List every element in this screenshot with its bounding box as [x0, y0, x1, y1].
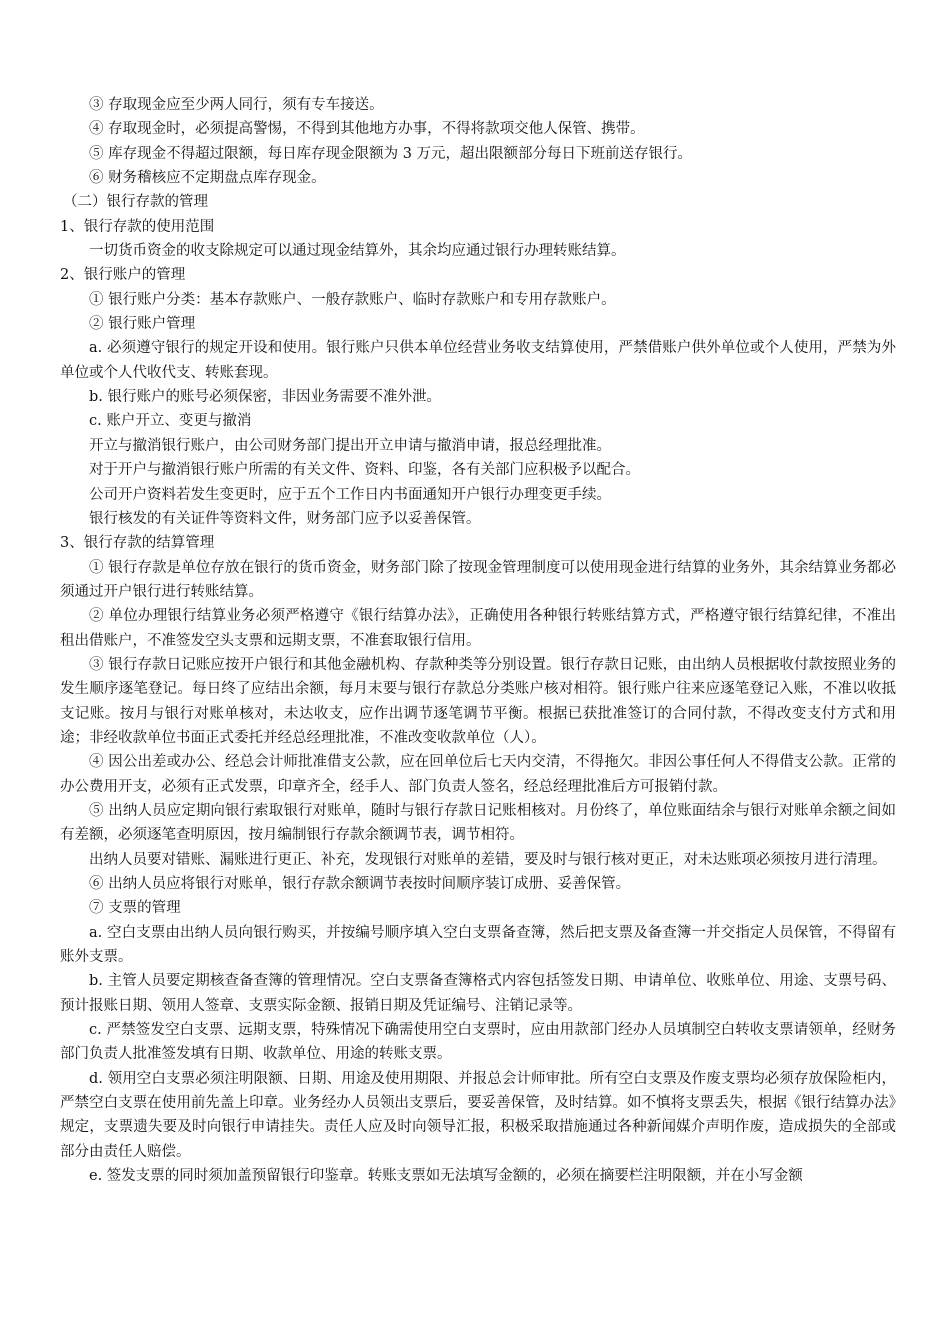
section-heading: 3、银行存款的结算管理 — [60, 535, 215, 552]
paragraph: ⑦ 支票的管理 — [89, 900, 181, 917]
paragraph: a. 空白支票由出纳人员向银行购买，并按编号顺序填入空白支票备查簿，然后把支票及备查簿一并交指定人员保管，不得留有账外支票。 — [60, 924, 896, 966]
section-heading: 2、银行账户的管理 — [60, 267, 186, 284]
paragraph: b. 主管人员要定期核查备查簿的管理情况。空白支票备查簿格式内容包括签发日期、申请单位、收账单位、用途、支票号码、预计报账日期、领用人签章、支票实际金额、报销日期及凭证编号、注销记录等。 — [60, 973, 896, 1014]
paragraph: ④ 存取现金时，必须提高警惕，不得到其他地方办事，不得将款项交他人保管、携带。 — [89, 121, 645, 138]
paragraph: ⑤ 出纳人员应定期向银行索取银行对账单，随时与银行存款日记账相核对。月份终了，单位账面结余与银行对账单余额之间如有差额，必须逐笔查明原因，按月编制银行存款余额调节表，调节相符。 — [60, 802, 896, 844]
paragraph: e. 签发支票的同时须加盖预留银行印鉴章。转账支票如无法填写金额的，必须在摘要栏注明限额，并在小写金额 — [89, 1168, 803, 1185]
paragraph: ③ 存取现金应至少两人同行，须有专车接送。 — [89, 97, 384, 113]
section-heading: 1、银行存款的使用范围 — [60, 218, 215, 235]
paragraph: a. 必须遵守银行的规定开设和使用。银行账户只供本单位经营业务收支结算使用，严禁借账户供外单位或个人使用，严禁为外单位或个人代收代支、转账套现。 — [60, 340, 896, 381]
paragraph: ④ 因公出差或办公、经总会计师批准借支公款，应在回单位后七天内交清，不得拖欠。非因公事任何人不得借支公款。正常的办公费用开支，必须有正式发票，印章齐全，经手人、部门负责人签名，经总经理批准后方可报销付款。 — [60, 754, 896, 795]
paragraph: 对于开户与撤消银行账户所需的有关文件、资料、印鉴，各有关部门应积极予以配合。 — [89, 462, 640, 479]
section-heading: （二）银行存款的管理 — [63, 194, 208, 211]
paragraph: 银行核发的有关证件等资料文件，财务部门应予以妥善保管。 — [89, 510, 481, 527]
paragraph: 出纳人员要对错账、漏账进行更正、补充，发现银行对账单的差错，要及时与银行核对更正，对未达账项必须按月进行清理。 — [89, 851, 887, 868]
paragraph: c. 严禁签发空白支票、远期支票，特殊情况下确需使用空白支票时，应由用款部门经办人员填制空白转收支票请领单，经财务部门负责人批准签发填有日期、收款单位、用途的转账支票。 — [60, 1022, 896, 1063]
paragraph: 公司开户资料若发生变更时，应于五个工作日内书面通知开户银行办理变更手续。 — [89, 486, 611, 503]
paragraph: ⑥ 出纳人员应将银行对账单，银行存款余额调节表按时间顺序装订成册、妥善保管。 — [89, 876, 631, 892]
paragraph: ② 单位办理银行结算业务必须严格遵守《银行结算办法》，正确使用各种银行转账结算方式，严格遵守银行结算纪律，不准出租出借账户，不准签发空头支票和远期支票，不准套取银行信用。 — [60, 608, 896, 649]
paragraph: ⑤ 库存现金不得超过限额，每日库存现金限额为 3 万元，超出限额部分每日下班前送存银行。 — [89, 145, 693, 162]
paragraph: 开立与撤消银行账户，由公司财务部门提出开立申请与撤消申请，报总经理批准。 — [89, 437, 611, 454]
paragraph: d. 领用空白支票必须注明限额、日期、用途及使用期限、并报总会计师审批。所有空白支票及作废支票均必须存放保险柜内，严禁空白支票在使用前先盖上印章。业务经办人员领出支票后，要妥善保管，及时结算。如不慎将支票丢失，根据《银行结算办法》规定，支票遗失要及时向银行申请挂失。责任人应及时向领导汇报，积极采取措施通过各种新闻媒介声明作废，造成损失的全部或部分由责任人赔偿。 — [60, 1070, 896, 1160]
paragraph: c. 账户开立、变更与撤消 — [89, 413, 252, 430]
paragraph: ① 银行账户分类：基本存款账户、一般存款账户、临时存款账户和专用存款账户。 — [89, 291, 616, 308]
document-body — [60, 93, 896, 1188]
paragraph: ⑥ 财务稽核应不定期盘点库存现金。 — [89, 170, 326, 187]
paragraph: ③ 银行存款日记账应按开户银行和其他金融机构、存款种类等分别设置。银行存款日记账，由出纳人员根据收付款按照业务的发生顺序逐笔登记。每日终了应结出余额，每月末要与银行存款总分类账户核对相符。银行账户往来应逐笔登记入账，不准以收抵支记账。按月与银行对账单核对，未达收支，应作出调节逐笔调节平衡。根据已获批准签订的合同付款，不得改变支付方式和用途；非经收款单位书面正式委托并经总经理批准，不准改变收款单位（人）。 — [60, 656, 896, 746]
paragraph: ① 银行存款是单位存放在银行的货币资金，财务部门除了按现金管理制度可以使用现金进行结算的业务外，其余结算业务都必须通过开户银行进行转账结算。 — [60, 559, 896, 600]
paragraph: 一切货币资金的收支除规定可以通过现金结算外，其余均应通过银行办理转账结算。 — [89, 243, 626, 260]
paragraph: ② 银行账户管理 — [89, 316, 196, 333]
paragraph: b. 银行账户的账号必须保密，非因业务需要不准外泄。 — [89, 389, 441, 406]
